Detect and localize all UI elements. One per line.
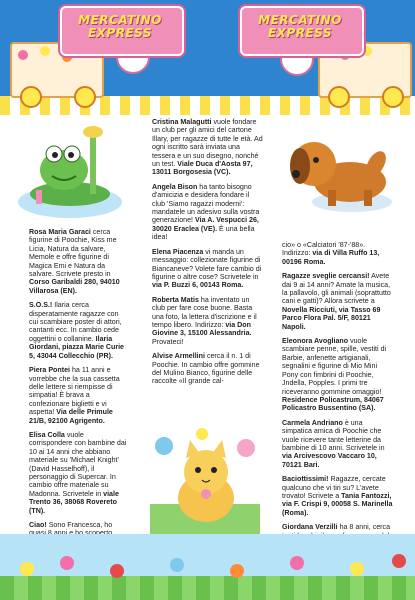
classified-ad	[152, 248, 264, 290]
footer-illustration	[0, 534, 415, 600]
flower-icon	[20, 562, 34, 576]
wheel-icon	[20, 86, 42, 108]
ad-text: Provateci!	[152, 337, 184, 346]
header-illustration	[0, 0, 415, 115]
classified-ad	[152, 352, 264, 386]
ad-name: Alvise Armellini	[152, 352, 205, 361]
snail-icon	[230, 564, 244, 578]
ad-text: vi manda un messaggio: collezionate figurine di Biancaneve? Volete fare cambio di figurine o altre cose? Scrivetele in	[152, 247, 262, 281]
ad-address: via di Villa Ruffo 13, 00196 Roma.	[282, 249, 380, 266]
flower-icon	[170, 558, 184, 572]
column-1	[29, 228, 129, 577]
ad-name: Cristina Malagutti	[152, 118, 212, 126]
ad-name: Rosa Maria Garaci	[29, 228, 91, 236]
ad-address: Ilaria Giordani, piazza Marie Curie 5, 43044 Collecchio (PR).	[29, 334, 125, 360]
ad-address: Residence Policastrum, 84067 Policastro Bussentino (SA).	[282, 395, 384, 413]
flower-icon	[60, 556, 74, 570]
ad-address: Novella Ricciuti, via Tasso 69 Parco Flora Pal. 5/F, 80121 Napoli.	[282, 305, 381, 331]
ad-name: Ragazze sveglie cercansi!	[282, 272, 370, 281]
flower-icon	[18, 50, 28, 60]
flower-icon	[350, 562, 364, 576]
ad-text: ha inventato un club per fare cose buone. Basta una foto, la lettera d'iscrizione e il tempo libero. Indirizzo:	[152, 295, 257, 329]
classified-ad	[152, 296, 264, 346]
kitten-icon	[150, 426, 260, 534]
ad-name: Eleonora Avogliano	[282, 337, 349, 346]
classified-ad	[29, 228, 129, 295]
banner-title-left: MERCATINO EXPRESS	[78, 13, 162, 40]
ad-address: viale Trento 36, 38068 Rovereto (TN).	[29, 489, 119, 515]
ad-name: Angela Bison	[152, 182, 198, 191]
ad-address: Tania Fantozzi, via F. Crispi 9, 00058 S. Marinella (Roma).	[282, 491, 393, 517]
ad-text: Sono Francesca, ho	[48, 521, 113, 529]
ad-text: Avete dai 9 ai 14 anni? Amate la musica, la pallavolo, gli animali (soprattutto cani e gatti)? Allora scrivete a	[282, 272, 391, 306]
ad-name: Elisa Colla	[29, 430, 65, 439]
wheel-icon	[74, 86, 96, 108]
ladybug-icon	[392, 554, 406, 568]
ad-text: ha 8 anni, cerca	[339, 523, 391, 532]
ad-text: cio» o «Calciatori '87-'88». Indirizzo:	[282, 241, 366, 258]
ad-text: vuole fondare un club per gli amici del cartone Illary, per ragazze di tutte le età. Ad ogni iscritto sarà inviata una tessera e un suo disegno, nonché un test.	[152, 118, 263, 169]
classified-ad	[282, 475, 394, 517]
classified-ad	[282, 272, 394, 331]
ad-text: Ragazze, cercate qualcuno che vi tiri su? L'avete trovato! Scrivete a	[282, 475, 386, 500]
ad-name: Elena Piacenza	[152, 247, 204, 256]
flower-icon	[40, 46, 50, 56]
ad-address: via Don Giovine 3, 15100 Alessandria.	[152, 320, 252, 338]
ad-address: Via delle Primule 21/B, 92100 Agrigento.	[29, 408, 113, 425]
classified-ad	[152, 118, 264, 177]
ad-address: Viale Duca d'Aosta 97, 13011 Borgosesia (VC).	[152, 160, 253, 177]
ad-name: Piera Pontei	[29, 366, 71, 375]
wheel-icon	[328, 86, 350, 108]
puppy-icon	[280, 124, 410, 220]
frog-icon	[14, 120, 126, 220]
flower-icon	[290, 556, 304, 570]
column-3	[282, 241, 394, 571]
classified-ad	[29, 431, 129, 515]
ad-text: Ilaria cerca disperatamente ragazze con cui scambiare poster di attori, cantanti ecc. In cambio cede oggettini o collanine.	[29, 301, 122, 343]
ad-text: cerca il n. 1 di Poochie. In cambio offre gommine del Mulino Bianco, figurine delle raccolte «Il grande cal-	[152, 352, 260, 386]
ad-text: è una simpatica amica di Poochie che vuole ricevere tante letterine da bambine di 10 anni. Scrivetele in	[282, 418, 385, 452]
ad-address: via Arcivescovo Vaccaro 10, 70121 Bari.	[282, 452, 377, 469]
ad-name: Giordana Verzilli	[282, 523, 338, 532]
ad-name: Baciottissimi!	[282, 475, 329, 484]
ad-name: S.O.S.!	[29, 301, 53, 310]
ad-text: ha tanto bisogno d'amicizia e desidera fondare il club 'Siamo ragazzi moderni': mandatele un adesivo sulla vostra generazione!	[152, 182, 260, 225]
ad-text: cerca figurine di Poochie, Kiss me Licia, Natura da salvare, Memole e offre figurine di Magica Emi e Natura da salvare. Scrivete presto in	[29, 228, 117, 279]
ad-text: vuole corrispondere con bambine dai 10 ai 14 anni che abbiano materiale su 'Michael Knight' (David Hasselhoff), il personaggio di Supercar. In cambio offre materiale su Madonna. Scrivetele in	[29, 430, 127, 498]
wheel-icon	[382, 86, 404, 108]
ad-address: Corso Garibaldi 280, 94010 Villarosa (EN).	[29, 278, 120, 295]
classified-ad	[29, 301, 129, 360]
ad-address: via P. Buzzi 6, 00143 Roma.	[152, 281, 244, 290]
ad-name: Ciao!	[29, 521, 47, 529]
ad-name: Roberta Matis	[152, 295, 199, 304]
classified-ad	[282, 337, 394, 413]
grass-strip	[0, 576, 415, 600]
column-2	[152, 118, 264, 392]
classified-ad	[282, 241, 394, 266]
ad-text: vuole scambiare penne, spille, vestiti di Barbie, anfenette artigianali, segnalini e figurine di Mio Mini Pony con fimbrini di Poochie, Jndella, Popples. I primi tre riceveranno gommine omaggio!	[282, 337, 387, 396]
ladybug-icon	[110, 564, 124, 578]
classified-ad	[282, 419, 394, 469]
header-stripes	[0, 96, 415, 115]
ad-name: Carmela Andriano	[282, 418, 343, 427]
ad-text: ha 11 anni e vorrebbe che la sua cassetta delle lettere si riempisse di simpatia! È brava a confezionare biglietti e vi aspetta!	[29, 366, 120, 417]
banner-title-right: MERCATINO EXPRESS	[258, 13, 342, 40]
ad-address: Via A. Vespucci 26, 30020 Eraclea (VE).	[152, 216, 259, 233]
classified-ad	[152, 183, 264, 242]
ad-text: È una bella idea!	[152, 224, 255, 242]
classified-ad	[29, 366, 129, 425]
